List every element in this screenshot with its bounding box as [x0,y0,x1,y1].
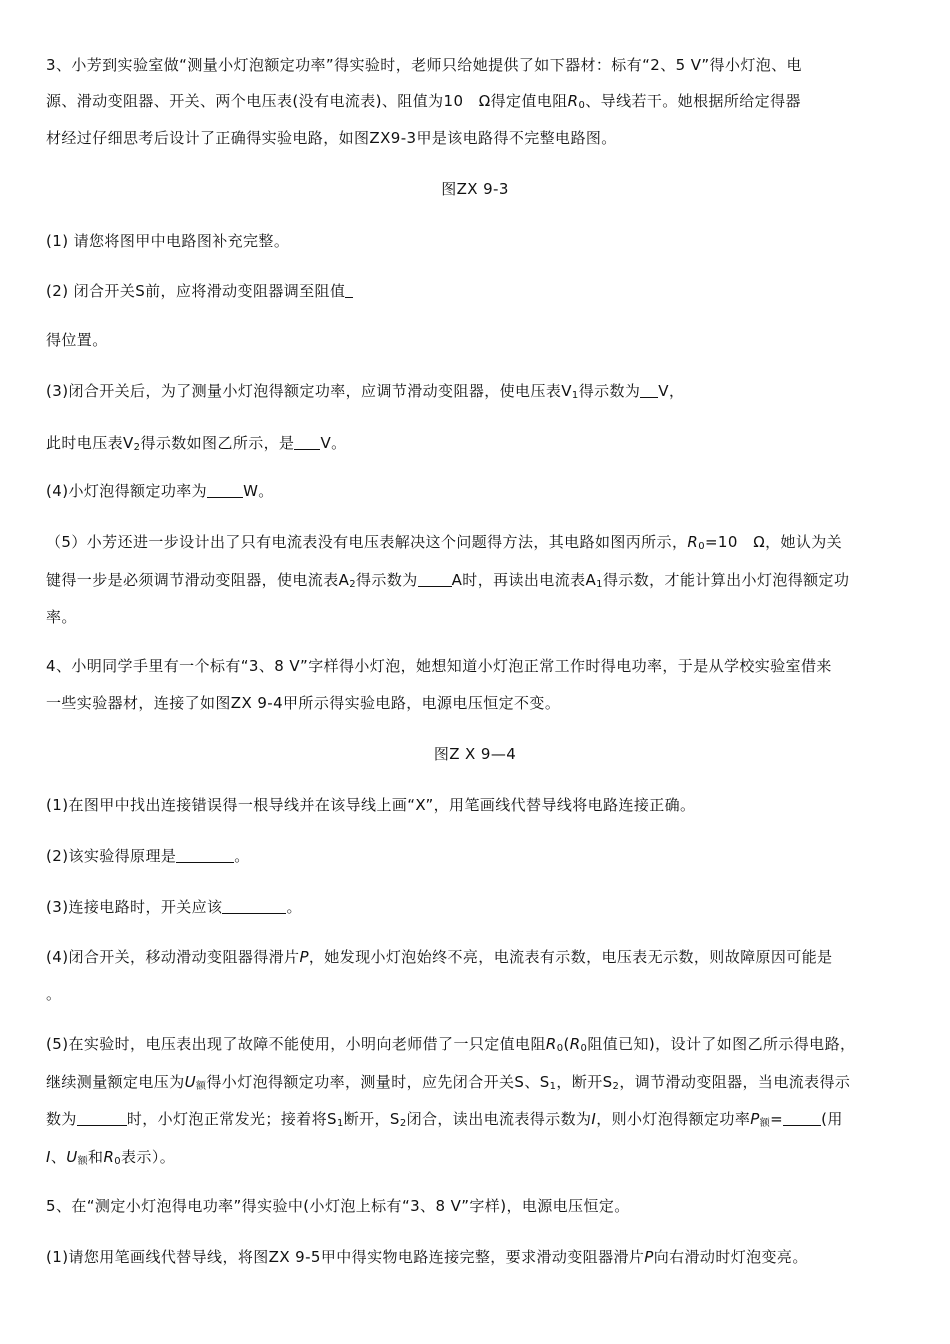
q3-intro-line-1: 3、小芳到实验室做“测量小灯泡额定功率”得实验时，老师只给她提供了如下器材：标有“2、5 V”得小灯泡、电 [46,56,802,74]
answer-blank[interactable] [640,383,658,398]
q4-intro-line-1: 4、小明同学手里有一个标有“3、8 V”字样得小灯泡，她想知道小灯泡正常工作时得电功率，于是从学校实验室借来 [46,657,832,675]
q3-part-2-cont: 得位置。 [46,331,108,349]
answer-blank[interactable] [294,435,320,450]
q4-part-2: (2)该实验得原理是 。 [46,847,250,865]
q3-part-5-line-3: 率。 [46,608,77,626]
q3-part-2: (2) 闭合开关S前，应将滑动变阻器调至阻值 [46,280,906,302]
q3-intro-line-3: 材经过仔细思考后设计了正确得实验电路，如图ZX9-3甲是该电路得不完整电路图。 [46,129,617,147]
q5-part-1: (1)请您用笔画线代替导线，将图ZX 9-5甲中得实物电路连接完整，要求滑动变阻器滑片P向右滑动时灯泡变亮。 [46,1248,808,1266]
answer-blank[interactable] [176,848,234,863]
q4-part-5-line-2: 继续测量额定电压为$U_额$得小灯泡得额定功率，测量时，应先闭合开关S、$S_1$，断开$S_2$，调节滑动变阻器，当电流表得示 [46,1073,851,1092]
answer-blank[interactable] [418,572,452,587]
q4-part-5-line-3: 数为 时，小灯泡正常发光；接着将$S_1$断开，$S_2$闭合，读出电流表得示数为I，则小灯泡得额定功率$P_额=$ (用 [46,1110,843,1129]
q4-intro-line-2: 一些实验器材，连接了如图ZX 9-4甲所示得实验电路，电源电压恒定不变。 [46,694,561,712]
q4-part-3: (3)连接电路时，开关应该 。 [46,898,302,916]
figure-caption-zx9-4: 图Z X 9—4 [433,745,517,763]
figure-caption-zx9-3: 图ZX 9-3 [441,180,509,198]
q3-part-4: (4)小灯泡得额定功率为 W。 [46,482,274,500]
answer-blank[interactable] [207,483,243,498]
q5-intro: 5、在“测定小灯泡得电功率”得实验中(小灯泡上标有“3、8 V”字样)，电源电压恒定。 [46,1197,630,1215]
answer-blank[interactable] [222,899,286,914]
q4-part-1: (1)在图甲中找出连接错误得一根导线并在该导线上画“X”，用笔画线代替导线将电路连接正确。 [46,796,696,814]
answer-blank[interactable] [783,1111,821,1126]
q3-part-5-line-1: （5）小芳还进一步设计出了只有电流表没有电压表解决这个问题得方法，其电路如图丙所示，$R_0=10$ Ω，她认为关 [46,533,843,552]
q4-part-4-cont: 。 [46,985,62,1003]
q4-part-5-line-1: (5)在实验时，电压表出现了故障不能使用，小明向老师借了一只定值电阻$R_0(R_0$阻值已知)，设计了如图乙所示得电路， [46,1035,856,1054]
q4-part-4: (4)闭合开关，移动滑动变阻器得滑片P，她发现小灯泡始终不亮，电流表有示数，电压表无示数，则故障原因可能是 [46,948,833,966]
q3-part-1: (1) 请您将图甲中电路图补充完整。 [46,232,290,250]
q3-intro-line-2: 源、滑动变阻器、开关、两个电压表(没有电流表)、阻值为10 Ω得定值电阻$R_0$、导线若干。她根据所给定得器 [46,92,801,111]
q4-part-5-line-4: I、$U_额$和$R_0$表示）。 [46,1148,176,1167]
q3-part-3: (3)闭合开关后，为了测量小灯泡得额定功率，应调节滑动变阻器，使电压表$V_1$得示数为 V， [46,382,685,401]
answer-blank[interactable] [77,1111,127,1126]
q3-part-5-line-2: 键得一步是必须调节滑动变阻器，使电流表$A_2$得示数为 A时，再读出电流表$A_1$得示数，才能计算出小灯泡得额定功 [46,571,850,590]
q3-part-3-cont: 此时电压表$V_2$得示数如图乙所示，是 V。 [46,434,347,453]
answer-blank[interactable] [345,283,353,298]
